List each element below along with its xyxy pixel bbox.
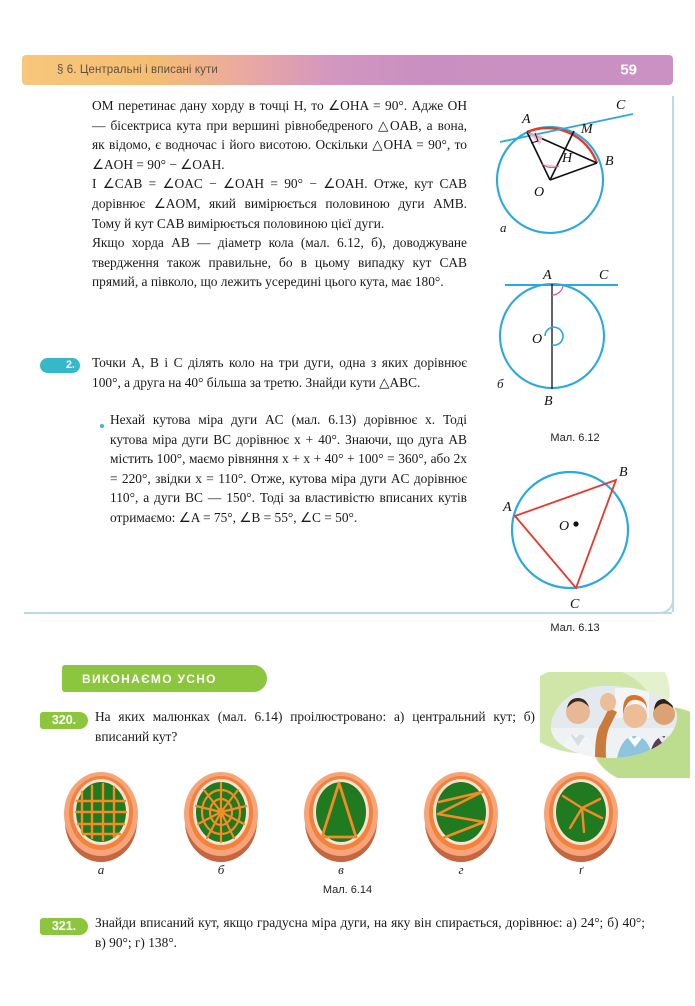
label-H: H	[562, 151, 573, 166]
label-C: C	[616, 98, 626, 113]
pot-g-svg	[418, 766, 504, 864]
paragraph-3: Якщо хорда AB — діаметр кола (мал. 6.12, б), доводжуване твердження також правильне, бо в цьому випадку кут CAB прямий, а півколо, що лежить усередині цього кута, має 180°.	[92, 235, 467, 290]
item-2-text: Точки A, B і C ділять коло на три дуги, одна з яких дорівнює 100°, а друга на 40° більша за третю. Знайди кути △ABC.	[92, 355, 467, 390]
paragraph-1: OM перетинає дану хорду в точці H, то ∠OHA = 90°. Адже OH — бісектриса кута при вершині рівнобедреного △OAB, а вона, як відомо, є водночас і його висотою. Оскільки △OHA = 90°, то ∠AOH = 90° − ∠OAH.	[92, 98, 467, 172]
solution-bullet-wrap	[100, 417, 106, 435]
oral-section-banner-label: ВИКОНАЄМО УСНО	[82, 671, 217, 686]
pot-label-gg: ґ	[578, 862, 584, 877]
page-header-bar	[22, 55, 673, 85]
oral-section-banner	[62, 665, 267, 692]
label-B: B	[544, 394, 553, 409]
label-M: M	[581, 122, 593, 137]
paragraph-2: І ∠CAB = ∠OAC − ∠OAH = 90° − ∠OAH. Отже, кут CAB дорівнює ∠AOM, який вимірюється половиною дуги AMB. Тому й кут CAB вимірюється половиною цієї дуги.	[92, 176, 467, 231]
pot-v	[298, 766, 384, 864]
theory-text-column	[92, 96, 467, 292]
figure-6-13	[488, 458, 663, 618]
pot-label-v: в	[338, 862, 344, 877]
figure-6-12-b-svg	[488, 263, 663, 423]
exercise-number-321: 321.	[40, 918, 88, 935]
label-B: B	[619, 465, 628, 480]
figure-6-12-a-svg	[488, 92, 663, 257]
figure-6-12-a	[488, 92, 663, 257]
pot-gg-svg	[538, 766, 624, 864]
figure-letter-b: б	[497, 376, 504, 391]
label-C: C	[599, 268, 609, 283]
figure-6-13-svg	[488, 458, 663, 618]
label-O: O	[559, 519, 570, 534]
figure-caption-6-14: Мал. 6.14	[322, 884, 373, 896]
pot-label-g: г	[458, 862, 464, 877]
pot-label-a: а	[97, 862, 105, 877]
figure-caption-6-13: Мал. 6.13	[550, 622, 600, 634]
pot-g	[418, 766, 504, 864]
item-number-2: 2.	[40, 358, 80, 373]
page-number: 59	[620, 61, 637, 79]
figure-6-12-b	[488, 263, 663, 423]
section-title: § 6. Центральні і вписані кути	[57, 64, 218, 76]
pot-v-svg	[298, 766, 384, 864]
pot-b-svg	[178, 766, 264, 864]
label-C: C	[570, 597, 580, 612]
label-A: A	[522, 112, 531, 127]
content-frame-vertical-rule	[672, 96, 674, 612]
label-O: O	[534, 185, 545, 200]
figure-caption-6-12: Мал. 6.12	[550, 432, 600, 444]
label-O: O	[532, 332, 543, 347]
pot-a-svg	[58, 766, 144, 864]
exercise-320-text: На яких малюнках (мал. 6.14) проілюстровано: а) центральний кут; б) вписаний кут?	[95, 709, 535, 744]
solution-text: Нехай кутова міра дуги AC (мал. 6.13) дорівнює x. Тоді кутова міра дуги BC дорівнює x + 40°. Знаючи, що дуга AB містить 100°, маємо рівняння x + x + 40° + 100° = 360°, або 2x = 220°, звідки x = 110°. Отже, кутова міра дуги AC дорівнює 110°, а дуги BC — 150°. Тоді за властивістю вписаних кутів отримаємо: ∠A = 75°, ∠B = 55°, ∠C = 50°.	[110, 412, 467, 525]
label-A: A	[543, 268, 552, 283]
figure-letter-a: а	[500, 220, 507, 235]
exercise-number-320: 320.	[40, 712, 88, 729]
pot-a	[58, 766, 144, 864]
pot-b	[178, 766, 264, 864]
label-B: B	[605, 154, 614, 169]
pot-gg	[538, 766, 624, 864]
bullet-icon	[100, 424, 104, 428]
pot-label-b: б	[217, 862, 225, 877]
label-A: A	[503, 500, 512, 515]
exercise-321-text: Знайди вписаний кут, якщо градусна міра дуги, на яку він спирається, дорівнює: а) 24°; б) 40°; в) 90°; г) 138°.	[95, 915, 645, 950]
